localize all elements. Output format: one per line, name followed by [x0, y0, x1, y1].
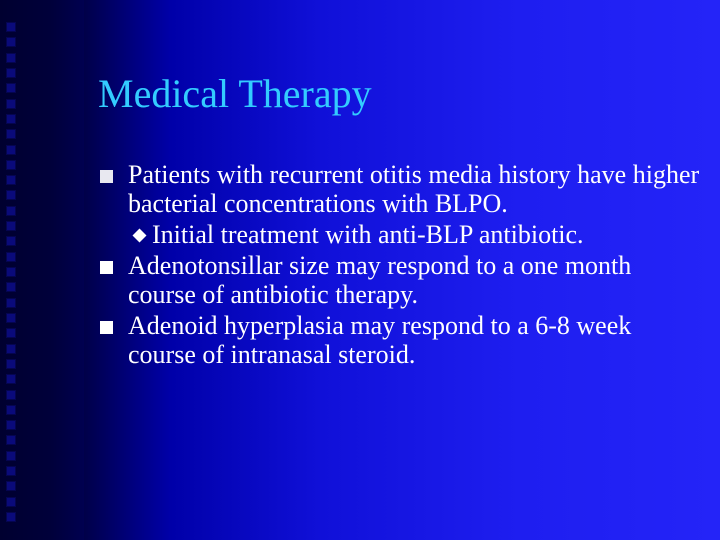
decorative-square — [6, 53, 16, 63]
decorative-square — [6, 451, 16, 461]
slide-title: Medical Therapy — [98, 71, 372, 116]
decorative-square — [6, 114, 16, 124]
bullet-text: Adenoid hyperplasia may respond to a 6-8 week course of intranasal steroid. — [128, 311, 632, 369]
bullet-text: Adenotonsillar size may respond to a one month course of antibiotic therapy. — [128, 251, 632, 309]
bullet-item — [100, 160, 700, 218]
decorative-square — [6, 374, 16, 384]
slide-body — [100, 160, 700, 371]
decorative-square — [6, 236, 16, 246]
decorative-square — [6, 497, 16, 507]
decorative-square — [6, 252, 16, 262]
square-bullet-icon — [100, 321, 113, 334]
sub-bullet-text: Initial treatment with anti-BLP antibiotic. — [152, 220, 584, 249]
bullet-text: Patients with recurrent otitis media history have higher bacterial concentrations with BLPO. — [128, 160, 700, 218]
decorative-square — [6, 405, 16, 415]
decorative-square — [6, 512, 16, 522]
decorative-square — [6, 466, 16, 476]
decorative-square — [6, 435, 16, 445]
decorative-square — [6, 282, 16, 292]
decorative-left-band — [0, 0, 84, 540]
decorative-square — [6, 206, 16, 216]
bullet-item — [100, 311, 700, 369]
decorative-square — [6, 390, 16, 400]
decorative-square — [6, 145, 16, 155]
decorative-square — [6, 83, 16, 93]
decorative-square — [6, 129, 16, 139]
decorative-square — [6, 481, 16, 491]
bullet-item — [100, 251, 700, 309]
decorative-square — [6, 359, 16, 369]
decorative-square — [6, 313, 16, 323]
decorative-square — [6, 37, 16, 47]
decorative-square — [6, 160, 16, 170]
diamond-bullet-icon — [132, 228, 147, 243]
decorative-square — [6, 420, 16, 430]
decorative-square — [6, 267, 16, 277]
decorative-square-column — [6, 22, 16, 522]
decorative-square — [6, 190, 16, 200]
decorative-square — [6, 68, 16, 78]
decorative-square — [6, 328, 16, 338]
decorative-square — [6, 344, 16, 354]
decorative-square — [6, 99, 16, 109]
sub-bullet-item — [100, 220, 700, 249]
decorative-square — [6, 175, 16, 185]
decorative-square — [6, 298, 16, 308]
decorative-square — [6, 22, 16, 32]
decorative-square — [6, 221, 16, 231]
square-bullet-icon — [100, 170, 113, 183]
square-bullet-icon — [100, 261, 113, 274]
